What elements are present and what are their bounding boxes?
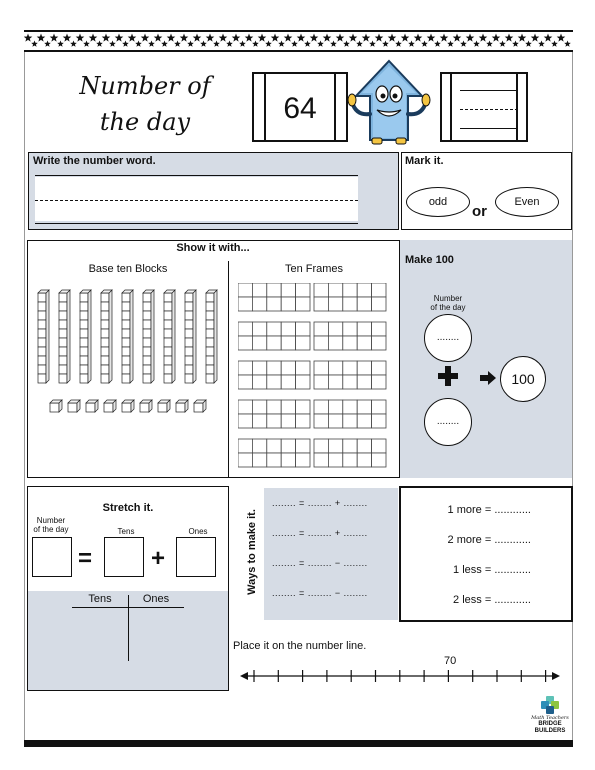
- ways-label-container: [243, 488, 261, 618]
- ten-frames-grid: [238, 283, 390, 477]
- number-line-label: Place it on the number line.: [233, 640, 367, 652]
- odd-option[interactable]: odd: [406, 187, 470, 217]
- title-line-1: Number of: [79, 72, 211, 100]
- plus-icon: [438, 366, 458, 386]
- number-of-day-value: 64: [283, 92, 317, 125]
- ways-to-make-it-label: Ways to make it.: [246, 509, 258, 595]
- make-100-label: Make 100: [405, 254, 454, 266]
- house-mascot-icon: [346, 58, 432, 146]
- bridge-builders-logo: Math Teachers BRIDGE BUILDERS: [528, 694, 572, 740]
- show-it-label: Show it with...: [176, 242, 250, 254]
- stretch-ones-label: Ones: [188, 527, 208, 536]
- number-line[interactable]: [240, 666, 560, 686]
- make100-nod-label: Number of the day: [430, 294, 466, 312]
- number-word-section: [28, 152, 399, 230]
- stretch-tens-box[interactable]: [104, 537, 144, 577]
- base-ten-blocks-label: Base ten Blocks: [88, 263, 168, 275]
- number-line-tick-label: 70: [444, 655, 457, 667]
- stretch-nod-label: Number of the day: [33, 516, 69, 534]
- more-less-section: [399, 486, 573, 622]
- ways-row-2[interactable]: ........ = ........ + ........: [272, 528, 368, 538]
- title-line-2: the day: [99, 108, 191, 136]
- ten-frames-label: Ten Frames: [284, 263, 344, 275]
- two-more-row[interactable]: 2 more = ............: [447, 534, 531, 546]
- ways-section: [264, 488, 398, 620]
- make100-result-circle: 100: [500, 356, 546, 402]
- arrow-right-icon: [480, 371, 496, 385]
- plus-sign: +: [151, 545, 166, 572]
- make100-top-circle[interactable]: ........: [424, 314, 472, 362]
- one-more-row[interactable]: 1 more = ............: [447, 504, 531, 516]
- make-100-section: [400, 240, 572, 478]
- show-it-section: [27, 240, 400, 478]
- base-ten-units: [46, 399, 216, 419]
- stretch-it-section: [27, 486, 229, 691]
- ways-row-1[interactable]: ........ = ........ + ........: [272, 498, 368, 508]
- equals-sign: =: [78, 545, 93, 572]
- page-title: [50, 68, 240, 140]
- bottom-bar: [24, 740, 573, 747]
- table-ones-header: Ones: [142, 593, 170, 605]
- or-connector: or: [472, 203, 487, 220]
- stretch-number-box[interactable]: [32, 537, 72, 577]
- make100-bottom-circle[interactable]: ........: [424, 398, 472, 446]
- even-option[interactable]: Even: [495, 187, 559, 217]
- star-banner: [24, 30, 573, 52]
- number-of-day-box: [252, 72, 348, 142]
- one-less-row[interactable]: 1 less = ............: [453, 564, 531, 576]
- logo-mark-icon: [540, 695, 560, 715]
- stretch-ones-box[interactable]: [176, 537, 216, 577]
- stretch-it-label: Stretch it.: [102, 502, 154, 514]
- table-tens-header: Tens: [88, 593, 112, 605]
- ways-row-3[interactable]: ........ = ........ − ........: [272, 558, 368, 568]
- stretch-tens-label: Tens: [117, 527, 135, 536]
- ways-row-4[interactable]: ........ = ........ − ........: [272, 588, 368, 598]
- number-word-writing-area[interactable]: [35, 177, 358, 221]
- number-word-label: Write the number word.: [33, 155, 156, 167]
- mark-it-section: [401, 152, 572, 230]
- tens-ones-table: [28, 591, 228, 690]
- mark-it-label: Mark it.: [405, 155, 444, 167]
- two-less-row[interactable]: 2 less = ............: [453, 594, 531, 606]
- answer-lines-box: [440, 72, 528, 142]
